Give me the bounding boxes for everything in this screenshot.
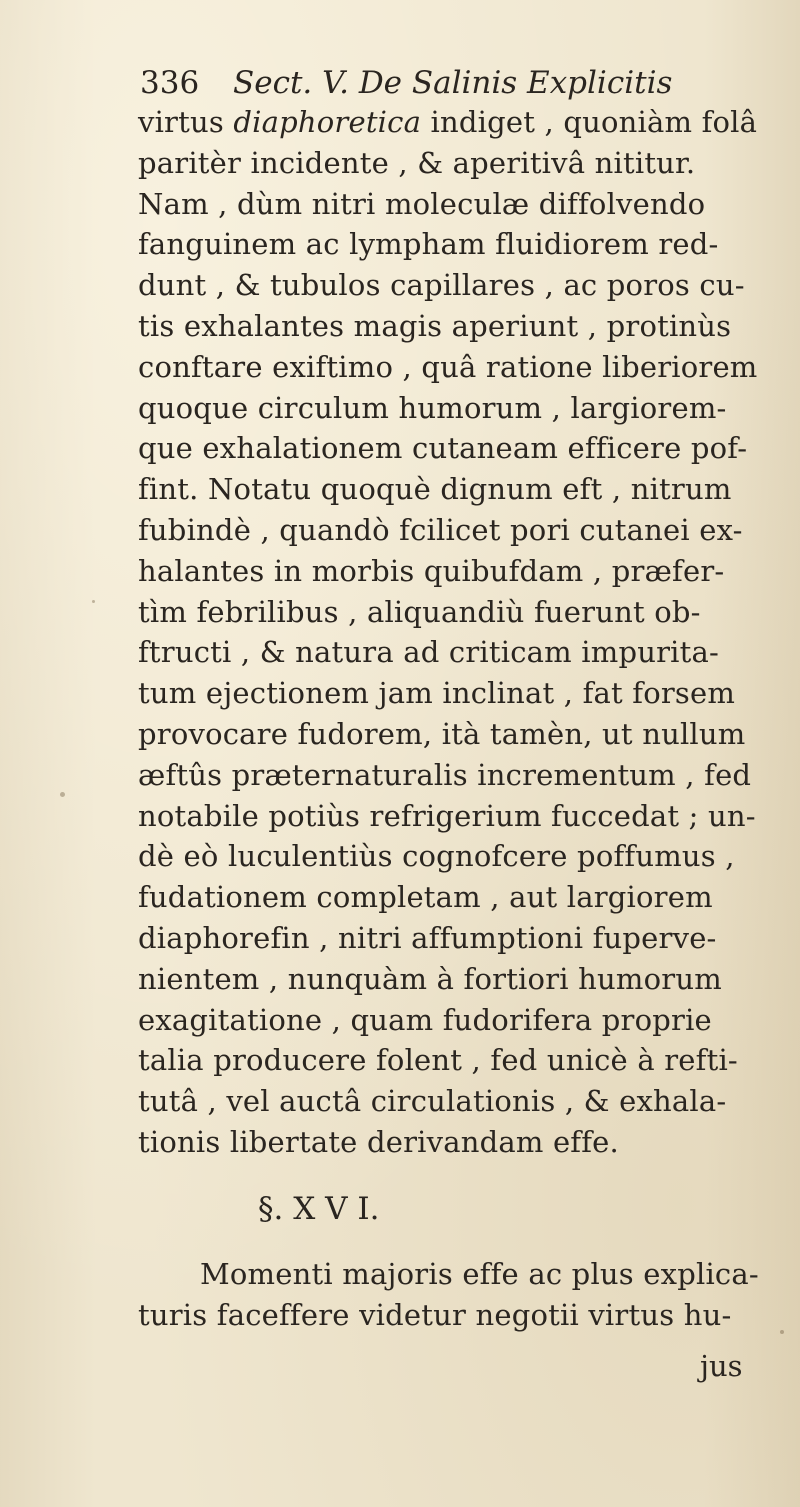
text-segment: quoque circulum humorum , largiorem- bbox=[138, 390, 727, 425]
page-number: 336 bbox=[140, 65, 200, 101]
text-line bbox=[138, 510, 778, 551]
text-line bbox=[138, 836, 778, 877]
text-segment: tionis libertate derivandam effe. bbox=[138, 1124, 619, 1159]
text-line bbox=[138, 632, 778, 673]
text-segment: fudationem completam , aut largiorem bbox=[138, 880, 713, 915]
text-segment: virtus bbox=[138, 105, 234, 139]
text-segment: exagitatione , quam fudorifera proprie bbox=[138, 1002, 712, 1037]
text-line bbox=[138, 184, 778, 225]
text-line bbox=[138, 959, 778, 1000]
text-line bbox=[138, 673, 778, 714]
text-segment: ftructi , & natura ad criticam impurita- bbox=[138, 635, 719, 670]
paper-speck bbox=[92, 600, 95, 603]
text-line bbox=[138, 388, 778, 429]
text-line: turis faceffere videtur negotii virtus hu- bbox=[138, 1297, 732, 1332]
text-segment: tum ejectionem jam inclinat , fat forsem bbox=[138, 676, 736, 711]
text-segment: halantes in morbis quibufdam , præfer- bbox=[138, 553, 725, 588]
text-line bbox=[138, 918, 778, 959]
text-segment: diaphorefin , nitri affumptioni fuperve- bbox=[138, 920, 717, 955]
text-line bbox=[138, 428, 778, 469]
text-segment: paritèr incidente , & aperitivâ nititur. bbox=[138, 145, 696, 180]
text-segment: tìm febrilibus , aliquandiù fuerunt ob- bbox=[138, 594, 701, 629]
text-line bbox=[138, 102, 778, 143]
text-line bbox=[138, 143, 778, 184]
text-segment: dunt , & tubulos capillares , ac poros cu- bbox=[138, 268, 745, 303]
paragraph-1 bbox=[138, 102, 778, 1163]
text-segment: æftûs præternaturalis incrementum , fed bbox=[138, 757, 752, 792]
paragraph-2 bbox=[138, 1254, 778, 1336]
catchword: jus bbox=[700, 1349, 743, 1383]
text-line bbox=[138, 347, 778, 388]
text-segment: dè eò luculentiùs cognofcere poffumus , bbox=[138, 839, 735, 874]
text-line bbox=[138, 1040, 778, 1081]
text-line bbox=[138, 551, 778, 592]
text-segment: indiget , quoniàm folâ bbox=[421, 105, 758, 139]
text-segment: talia producere folent , fed unicè à refti- bbox=[138, 1043, 738, 1078]
text-line bbox=[138, 265, 778, 306]
text-line bbox=[138, 1081, 778, 1122]
text-segment: nientem , nunquàm à fortiori humorum bbox=[138, 961, 722, 996]
page-header bbox=[140, 58, 740, 108]
text-segment: fubindè , quandò fcilicet pori cutanei ex- bbox=[138, 512, 743, 547]
text-line bbox=[138, 755, 778, 796]
text-line bbox=[138, 224, 778, 265]
text-line bbox=[138, 469, 778, 510]
text-line bbox=[138, 1122, 778, 1163]
text-line bbox=[138, 1000, 778, 1041]
text-segment: fanguinem ac lympham fluidiorem red- bbox=[138, 227, 719, 262]
paper-speck bbox=[780, 1330, 784, 1334]
text-line: Momenti majoris effe ac plus explica- bbox=[200, 1257, 759, 1291]
text-segment: Nam , dùm nitri moleculæ diffolvendo bbox=[138, 186, 706, 221]
text-segment: que exhalationem cutaneam efficere pof- bbox=[138, 431, 748, 466]
text-segment: tutâ , vel auctâ circulationis , & exhala- bbox=[138, 1084, 727, 1119]
text-segment: tis exhalantes magis aperiunt , protinùs bbox=[138, 308, 732, 343]
text-segment: notabile potiùs refrigerium fuccedat ; un- bbox=[138, 798, 756, 833]
section-heading: §. X V I. bbox=[258, 1191, 380, 1227]
running-title: Sect. V. De Salinis Explicitis bbox=[233, 65, 673, 101]
text-line bbox=[138, 877, 778, 918]
text-line bbox=[138, 796, 778, 837]
text-segment: conftare exiftimo , quâ ratione liberiorem bbox=[138, 349, 758, 384]
text-line bbox=[138, 714, 778, 755]
italic-term: diaphoretica bbox=[233, 105, 422, 139]
text-line bbox=[138, 592, 778, 633]
text-segment: provocare fudorem, ità tamèn, ut nullum bbox=[138, 716, 746, 751]
text-line bbox=[138, 306, 778, 347]
paper-speck bbox=[60, 792, 65, 797]
text-segment: fint. Notatu quoquè dignum eft , nitrum bbox=[138, 472, 732, 507]
